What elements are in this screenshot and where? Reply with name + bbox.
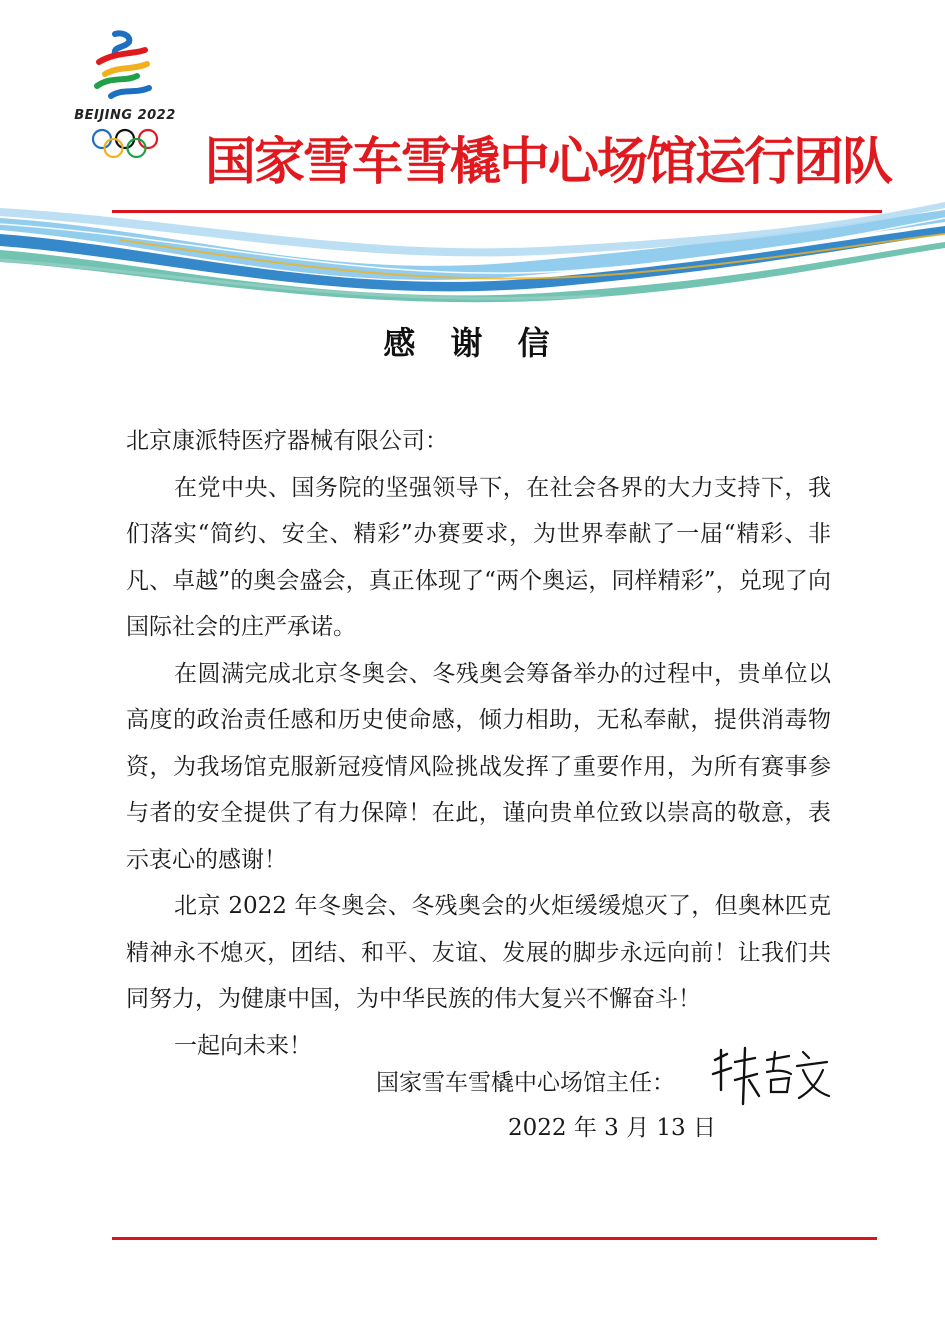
footer-divider — [112, 1237, 877, 1240]
logo-wordmark: BEIJING 2022 — [74, 108, 176, 123]
letter-body — [126, 418, 831, 1069]
letter-date: 2022 年 3 月 13 日 — [508, 1115, 716, 1141]
letter-salutation: 北京康派特医疗器械有限公司： — [126, 428, 448, 454]
letter-closing: 一起向未来！ — [174, 1032, 312, 1059]
letter-paragraph: 北京 2022 年冬奥会、冬残奥会的火炬缓缓熄灭了，但奥林匹克精神永不熄灭，团结、和平、友谊、发展的脚步永远向前！让我们共同努力，为健康中国，为中华民族的伟大复兴不懈奋斗！ — [126, 893, 831, 1012]
handwritten-signature — [705, 1040, 835, 1115]
organization-name: 国家雪车雪橇中心场馆运行团队 — [205, 133, 892, 192]
beijing-2022-logo — [70, 30, 180, 165]
signer-title: 国家雪车雪橇中心场馆主任： — [376, 1070, 675, 1096]
letter-paragraph: 在党中央、国务院的坚强领导下，在社会各界的大力支持下，我们落实“简约、安全、精彩”办赛要求，为世界奉献了一届“精彩、非凡、卓越”的奥会盛会，真正体现了“两个奥运，同样精彩”，兑现了向国际社会的庄严承诺。 — [126, 474, 831, 640]
letter-paragraph: 在圆满完成北京冬奥会、冬残奥会筹备举办的过程中，贵单位以高度的政治责任感和历史使命感，倾力相助，无私奉献，提供消毒物资，为我场馆克服新冠疫情风险挑战发挥了重要作用，为所有赛事参与者的安全提供了有力保障！在此，谨向贵单位致以崇高的敬意，表示衷心的感谢！ — [126, 660, 831, 873]
decorative-ribbon-banner — [0, 200, 945, 310]
letter-title: 感 谢 信 — [383, 324, 562, 362]
winter-olympics-emblem-icon — [85, 30, 160, 110]
olympic-rings-icon — [90, 127, 160, 161]
